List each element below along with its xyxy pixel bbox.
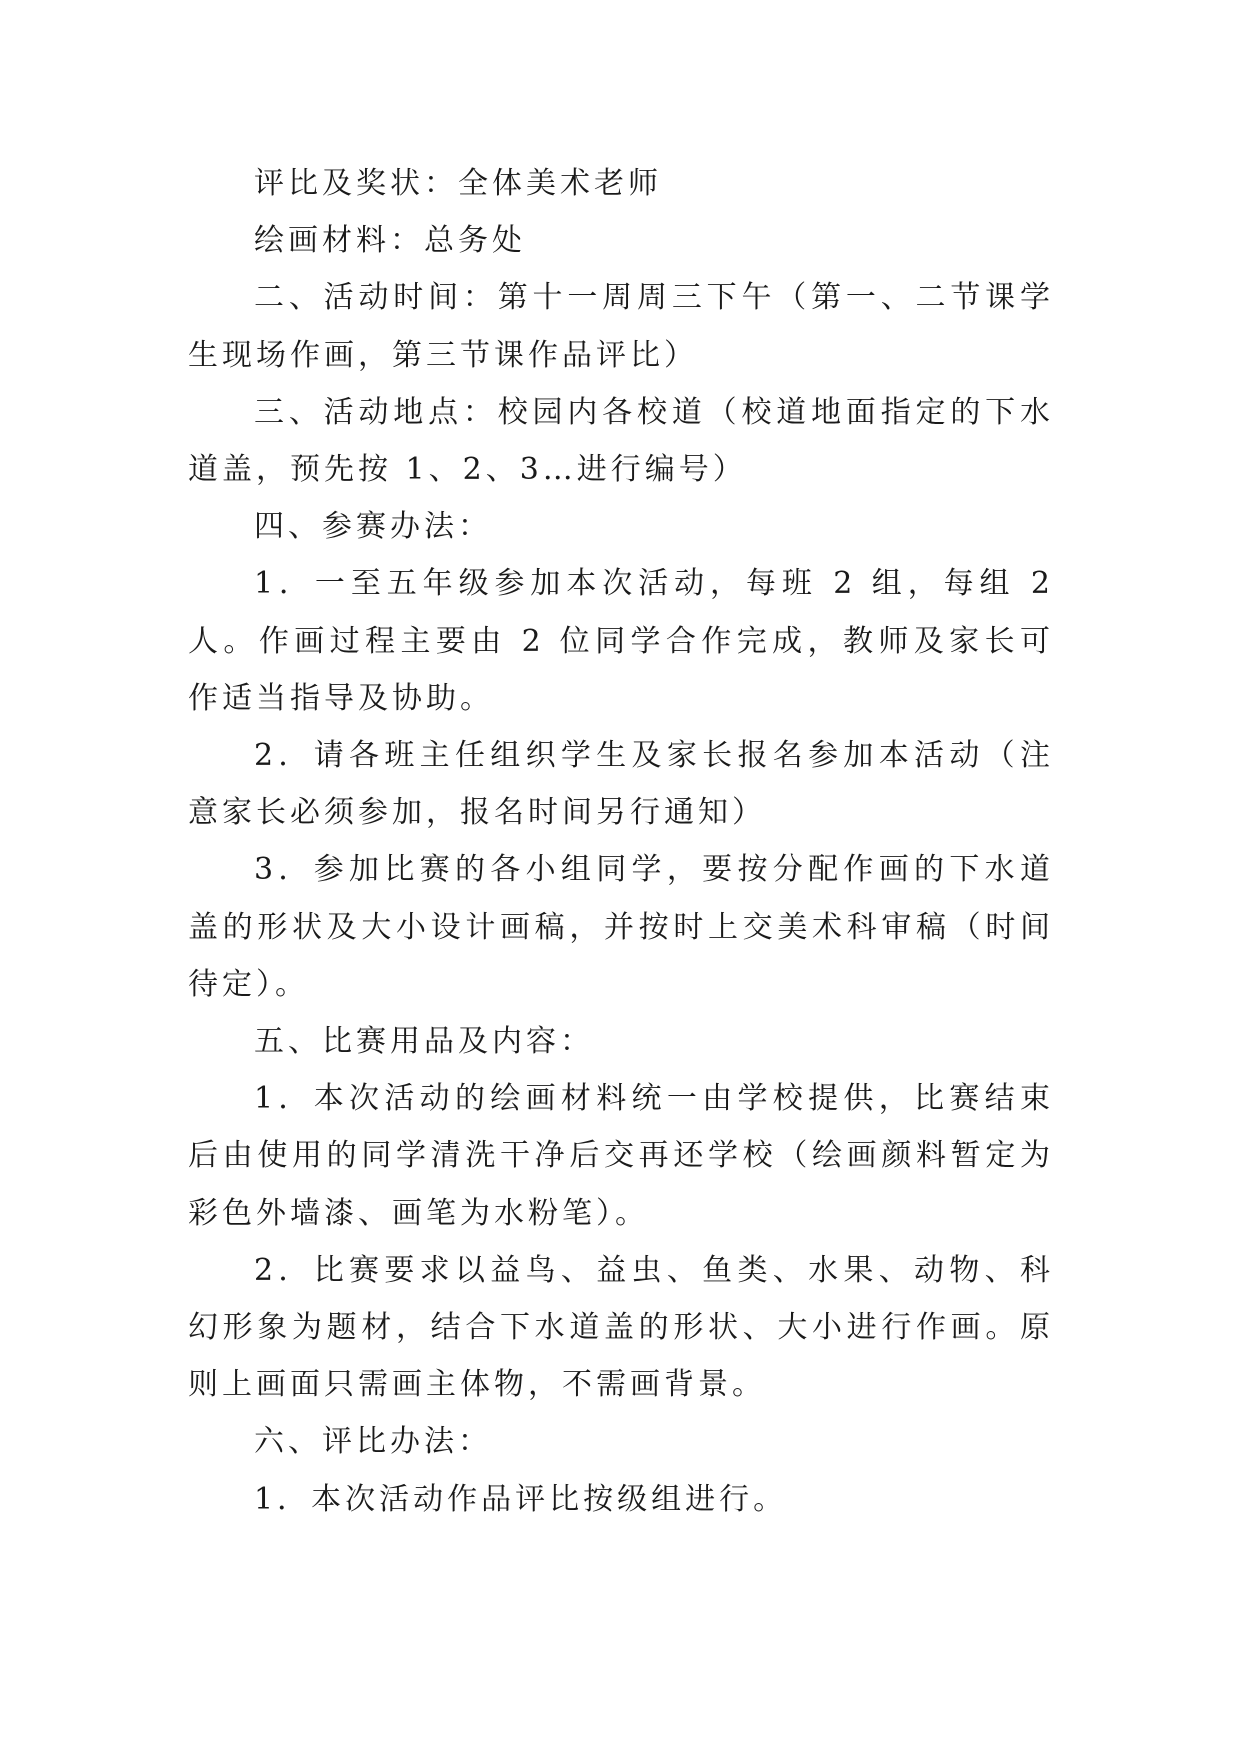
document-body	[188, 155, 1054, 1528]
paragraph-supplies-rule-2: 2．比赛要求以益鸟、益虫、鱼类、水果、动物、科幻形象为题材，结合下水道盖的形状、大小进行作画。原则上画面只需画主体物，不需画背景。	[188, 1252, 1054, 1403]
section-heading-supplies-and-content: 五、比赛用品及内容：	[254, 1024, 594, 1060]
paragraph-participation-rule-2: 2．请各班主任组织学生及家长报名参加本活动（注意家长必须参加，报名时间另行通知）	[188, 738, 1054, 831]
paragraph-participation-rule-1: 1．一至五年级参加本次活动，每班 2 组，每组 2 人。作画过程主要由 2 位同学合作完成，教师及家长可作适当指导及协助。	[188, 566, 1054, 716]
paragraph-judging-and-certificates: 评比及奖状：全体美术老师	[254, 166, 662, 201]
paragraph-activity-location: 三、活动地点：校园内各校道（校道地面指定的下水道盖，预先按 1、2、3…进行编号）	[188, 394, 1054, 488]
paragraph-participation-rule-3: 3．参加比赛的各小组同学，要按分配作画的下水道盖的形状及大小设计画稿，并按时上交美术科审稿（时间待定）。	[188, 852, 1054, 1002]
paragraph-supplies-rule-1: 1．本次活动的绘画材料统一由学校提供，比赛结束后由使用的同学清洗干净后交再还学校（绘画颜料暂定为彩色外墙漆、画笔为水粉笔）。	[188, 1081, 1054, 1231]
section-heading-participation: 四、参赛办法：	[254, 509, 492, 545]
paragraph-activity-time: 二、活动时间：第十一周周三下午（第一、二节课学生现场作画，第三节课作品评比）	[188, 280, 1054, 373]
paragraph-painting-materials: 绘画材料：总务处	[254, 223, 526, 259]
paragraph-judging-rule-1: 1．本次活动作品评比按级组进行。	[254, 1481, 788, 1517]
section-heading-judging-method: 六、评比办法：	[254, 1424, 492, 1460]
